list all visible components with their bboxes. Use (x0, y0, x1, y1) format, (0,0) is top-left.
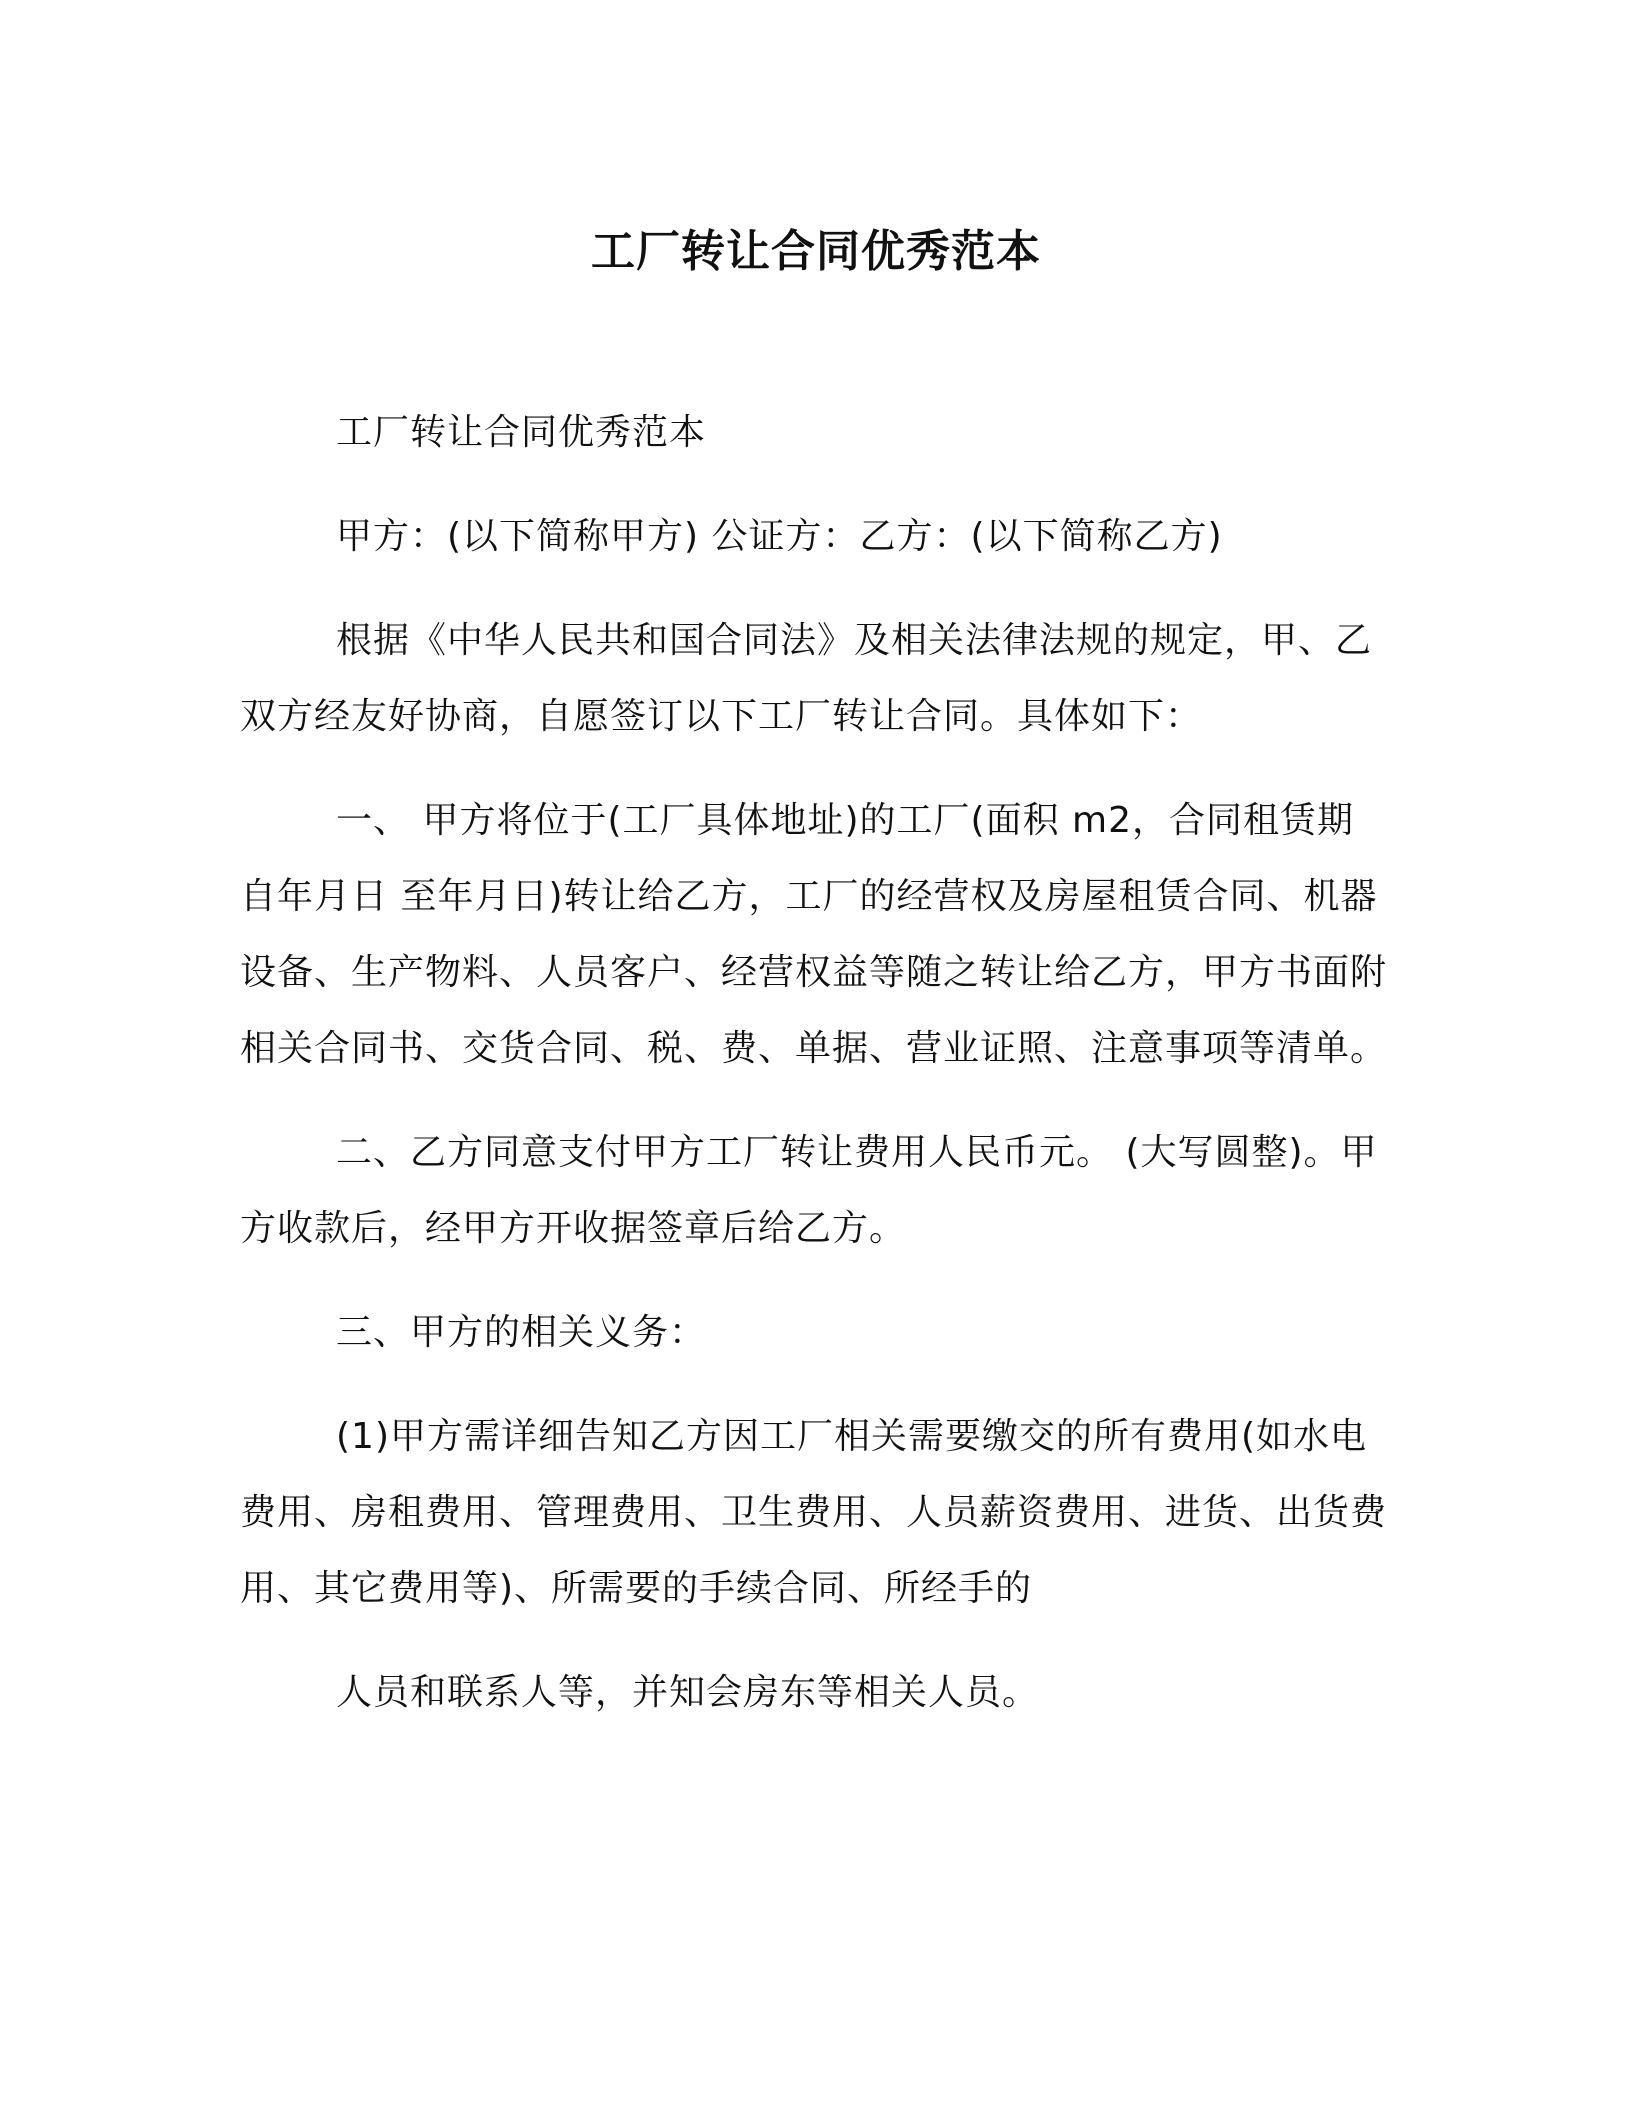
paragraph-clause-3-item-1: (1)甲方需详细告知乙方因工厂相关需要缴交的所有费用(如水电费用、房租费用、管理费用、卫生费用、人员薪资费用、进货、出货费用、其它费用等)、所需要的手续合同、所经手的 (240, 1416, 1388, 1609)
paragraph-clause-2: 二、乙方同意支付甲方工厂转让费用人民币元。 (大写圆整)。甲方收款后，经甲方开收据签章后给乙方。 (240, 1132, 1378, 1249)
paragraph-parties: 甲方：(以下简称甲方) 公证方：乙方：(以下简称乙方) (336, 516, 1223, 557)
document-title: 工厂转让合同优秀范本 (591, 226, 1041, 277)
paragraph-clause-3-heading: 三、甲方的相关义务： (336, 1312, 707, 1353)
document-body (240, 395, 1390, 1731)
paragraph-clause-3-item-1-cont: 人员和联系人等，并知会房东等相关人员。 (336, 1672, 1040, 1713)
paragraph-clause-1: 一、 甲方将位于(工厂具体地址)的工厂(面积 m2，合同租赁期自年月日 至年月日)转让给乙方，工厂的经营权及房屋租赁合同、机器设备、生产物料、人员客户、经营权益等随之转让给乙方，甲方书面附相关合同书、交货合同、税、费、单据、营业证照、注意事项等清单。 (240, 800, 1388, 1069)
paragraph-subtitle: 工厂转让合同优秀范本 (336, 412, 707, 453)
paragraph-preamble: 根据《中华人民共和国合同法》及相关法律法规的规定，甲、乙双方经友好协商，自愿签订以下工厂转让合同。具体如下： (240, 620, 1373, 737)
